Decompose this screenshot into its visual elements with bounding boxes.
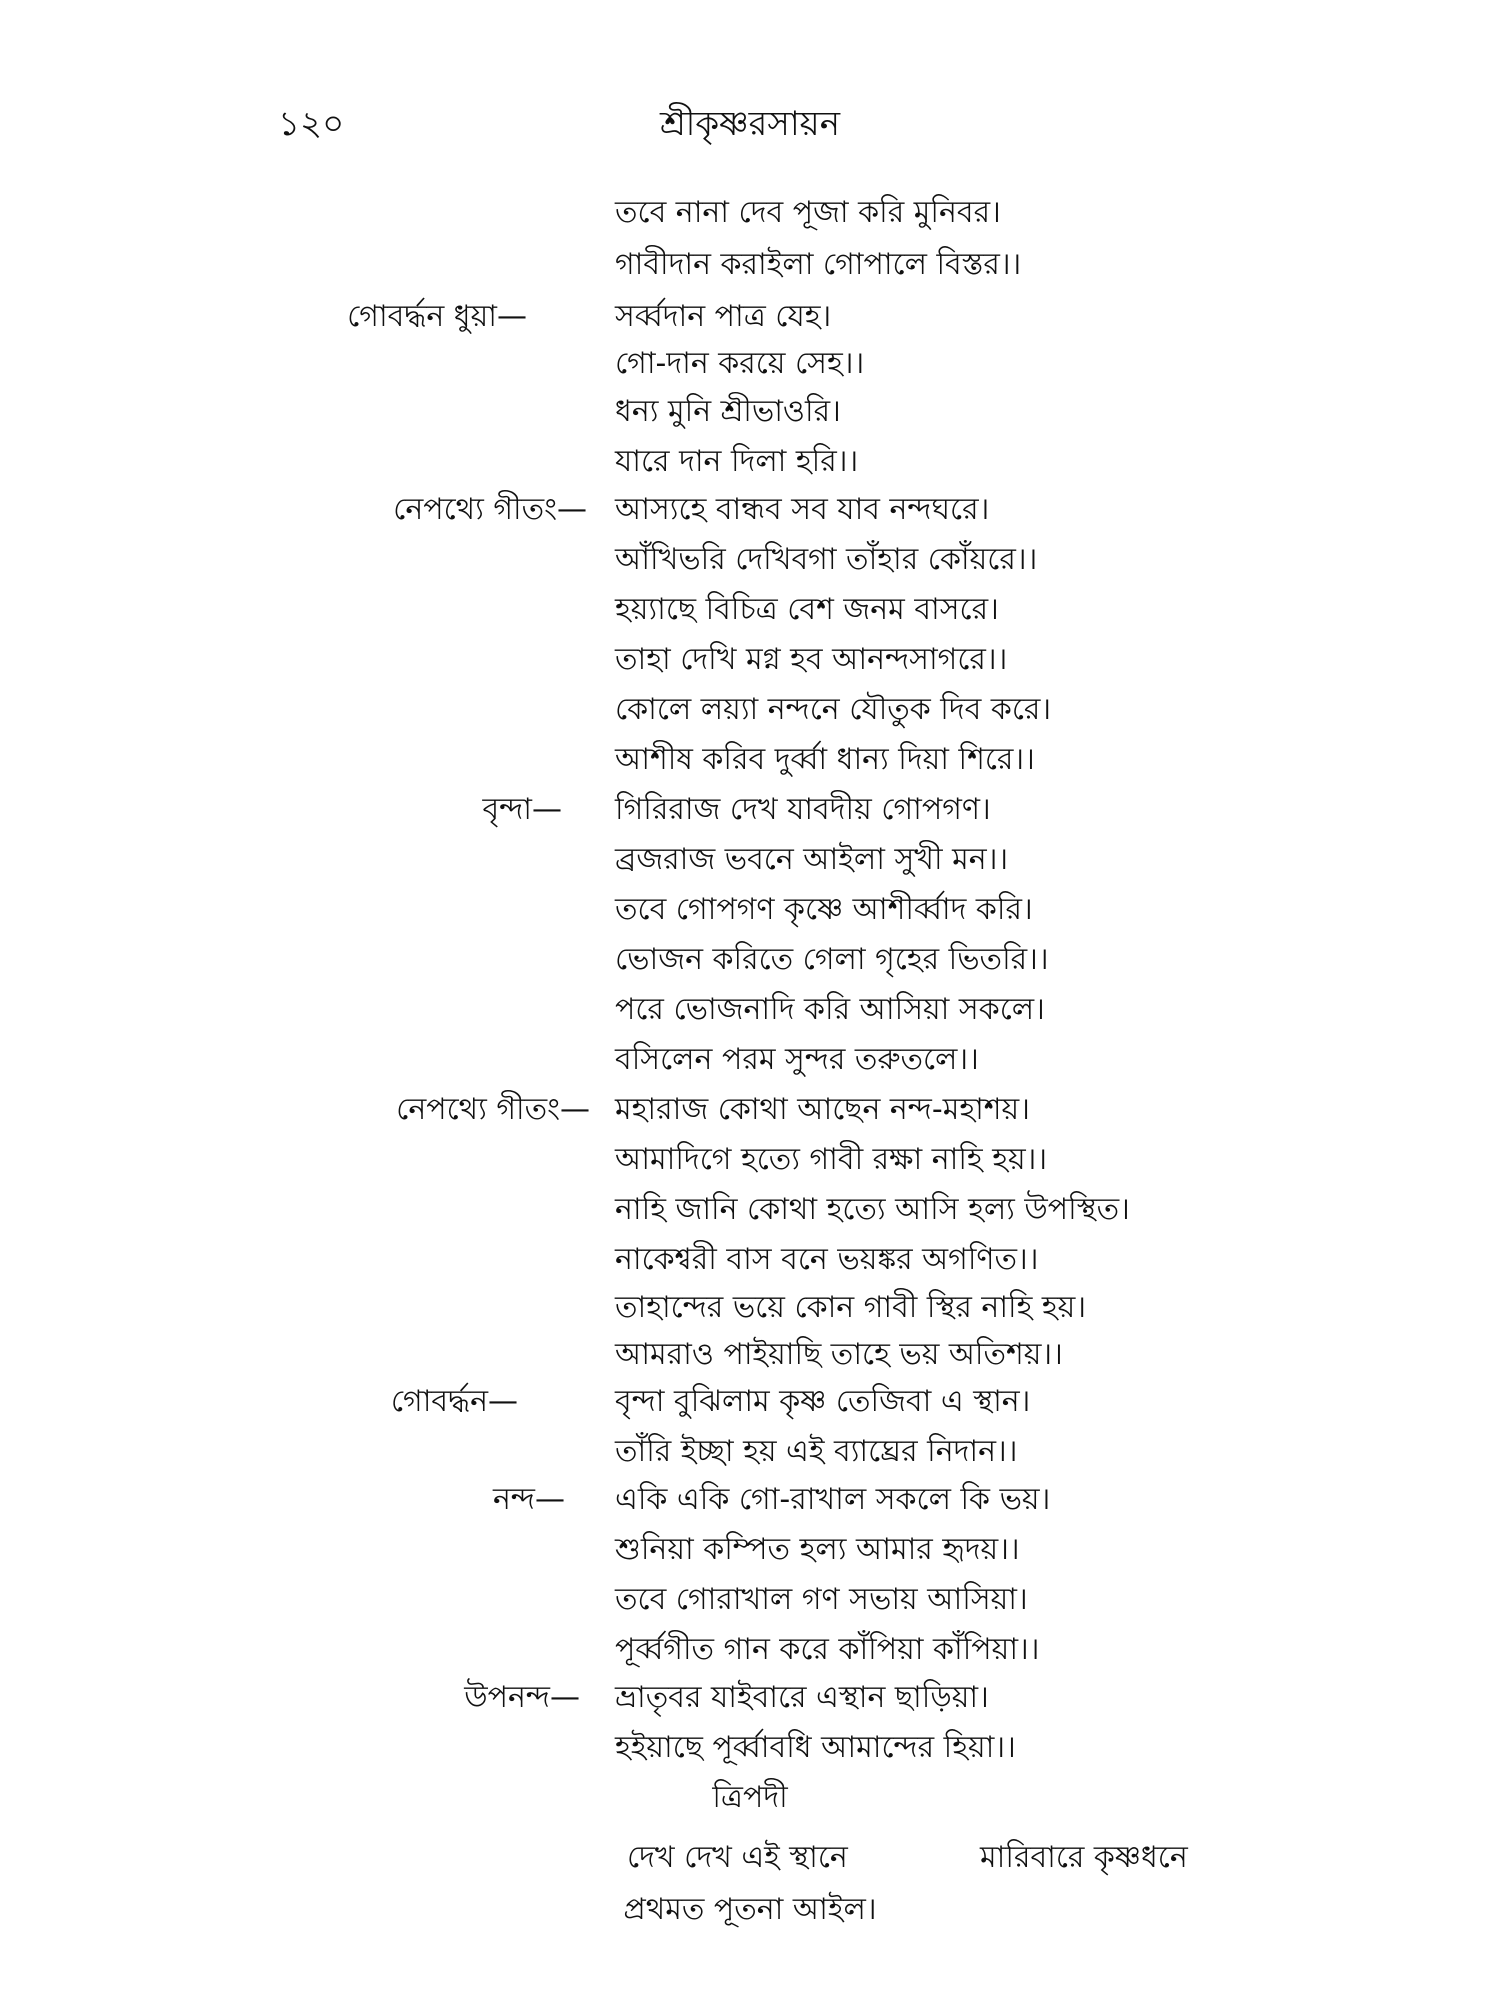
- tripadi-line-2: প্রথমত পূতনা আইল।: [623, 1892, 877, 1927]
- speaker-nepathye-gitam-2: নেপথ্যে গীতং—: [396, 1092, 590, 1127]
- speaker-nepathye-gitam: নেপথ্যে গীতং—: [393, 492, 587, 527]
- verse-line: পূর্ব্বগীত গান করে কাঁপিয়া কাঁপিয়া।।: [615, 1632, 1040, 1667]
- verse-line: ভোজন করিতে গেলা গৃহের ভিতরি।।: [615, 942, 1049, 977]
- verse-line: শুনিয়া কম্পিত হল্য আমার হৃদয়।।: [615, 1532, 1020, 1567]
- verse-line: নাকেশ্বরী বাস বনে ভয়ঙ্কর অগণিত।।: [615, 1242, 1039, 1277]
- running-title: শ্রীকৃষ্ণরসায়ন: [659, 104, 841, 144]
- verse-line: পরে ভোজনাদি করি আসিয়া সকলে।: [615, 992, 1045, 1027]
- verse-line: হয়্যাছে বিচিত্র বেশ জনম বাসরে।: [615, 592, 999, 627]
- speaker-govardhan-dhuya: গোবর্দ্ধন ধুয়া—: [347, 299, 527, 334]
- verse-line: সর্ব্বদান পাত্র যেহ।: [615, 299, 832, 334]
- speaker-govardhan: গোবর্দ্ধন—: [390, 1384, 518, 1419]
- verse-line: যারে দান দিলা হরি।।: [615, 444, 859, 479]
- verse-line: আমরাও পাইয়াছি তাহে ভয় অতিশয়।।: [615, 1337, 1063, 1372]
- verse-line: ধন্য মুনি শ্রীভাওরি।: [615, 394, 841, 429]
- verse-line: আমাদিগে হত্যে গাবী রক্ষা নাহি হয়।।: [615, 1142, 1048, 1177]
- verse-line: বৃন্দা বুঝিলাম কৃষ্ণ তেজিবা এ স্থান।: [615, 1384, 1031, 1419]
- speaker-nanda: নন্দ—: [493, 1482, 565, 1517]
- tripadi-line-1a: দেখ দেখ এই স্থানে: [627, 1840, 848, 1875]
- verse-line: ব্রজরাজ ভবনে আইলা সুখী মন।।: [615, 842, 1009, 877]
- verse-line: তবে গোরাখাল গণ সভায় আসিয়া।: [615, 1582, 1028, 1617]
- speaker-brinda: বৃন্দা—: [482, 792, 562, 827]
- verse-line: হইয়াছে পূর্ব্বাবধি আমান্দের হিয়া।।: [615, 1730, 1016, 1765]
- verse-line: কোলে লয়্যা নন্দনে যৌতুক দিব করে।: [615, 692, 1052, 727]
- verse-line: বসিলেন পরম সুন্দর তরুতলে।।: [615, 1042, 979, 1077]
- verse-line: আস্যহে বান্ধব সব যাব নন্দঘরে।: [615, 492, 990, 527]
- tripadi-line-1b: মারিবারে কৃষ্ণধনে: [980, 1840, 1188, 1875]
- verse-line: আঁখিভরি দেখিবগা তাঁহার কোঁয়রে।।: [615, 542, 1038, 577]
- verse-line: তবে নানা দেব পূজা করি মুনিবর।: [615, 195, 1001, 230]
- verse-line: নাহি জানি কোথা হত্যে আসি হল্য উপস্থিত।: [615, 1192, 1130, 1227]
- verse-line: একি একি গো-রাখাল সকলে কি ভয়।: [615, 1482, 1051, 1517]
- verse-line: তবে গোপগণ কৃষ্ণে আশীর্ব্বাদ করি।: [615, 892, 1033, 927]
- verse-line: তাঁরি ইচ্ছা হয় এই ব্যাঘ্রের নিদান।।: [615, 1434, 1018, 1469]
- verse-line: তাহা দেখি মগ্ন হব আনন্দসাগরে।।: [615, 642, 1008, 677]
- verse-line: তাহান্দের ভয়ে কোন গাবী স্থির নাহি হয়।: [615, 1290, 1087, 1325]
- verse-line: আশীষ করিব দুর্ব্বা ধান্য দিয়া শিরে।।: [615, 742, 1035, 777]
- verse-line: ভ্রাতৃবর যাইবারে এস্থান ছাড়িয়া।: [615, 1680, 989, 1715]
- page-number: ১২০: [278, 104, 345, 144]
- verse-line: গাবীদান করাইলা গোপালে বিস্তর।।: [615, 247, 1022, 282]
- tripadi-heading: ত্রিপদী: [712, 1780, 788, 1815]
- verse-line: মহারাজ কোথা আছেন নন্দ-মহাশয়।: [615, 1092, 1030, 1127]
- speaker-upananda: উপনন্দ—: [464, 1680, 580, 1715]
- verse-line: গো-দান করয়ে সেহ।।: [615, 346, 865, 381]
- verse-line: গিরিরাজ দেখ যাবদীয় গোপগণ।: [615, 792, 991, 827]
